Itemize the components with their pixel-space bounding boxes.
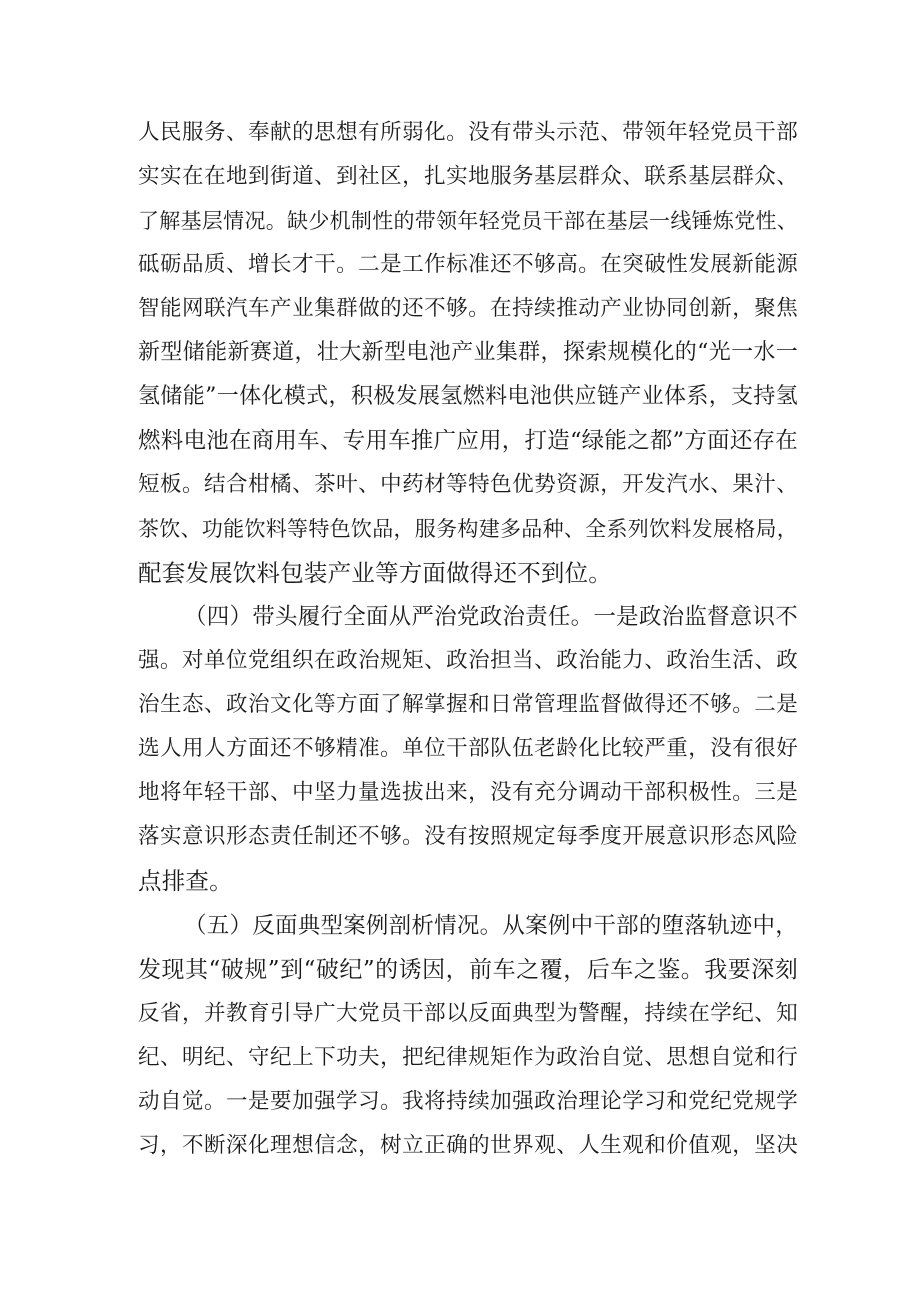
paragraph-line: 落实意识形态责任制还不够。没有按照规定每季度开展意识形态风险	[138, 824, 798, 849]
paragraph-line: 点排查。	[138, 867, 233, 895]
paragraph-line: 砥砺品质、增长才干。二是工作标准还不够高。在突破性发展新能源	[138, 252, 798, 277]
paragraph-line: 配套发展饮料包装产业等方面做得还不到位。	[138, 559, 612, 587]
paragraph-line: （五）反面典型案例剖析情况。从案例中干部的堕落轨迹中，	[184, 913, 798, 939]
paragraph-line: 茶饮、功能饮料等特色饮品，服务构建多品种、全系列饮料发展格局，	[138, 517, 798, 541]
paragraph-line: 动自觉。一是要加强学习。我将持续加强政治理论学习和党纪党规学	[138, 1089, 798, 1114]
paragraph-line: 人民服务、奉献的思想有所弱化。没有带头示范、带领年轻党员干部	[138, 120, 798, 145]
paragraph-line: 发现其“破规”到“破纪”的诱因，前车之覆，后车之鉴。我要深刻	[138, 957, 798, 983]
paragraph-line: 燃料电池在商用车、专用车推广应用，打造“绿能之都”方面还存在	[138, 428, 798, 454]
paragraph-line: 地将年轻干部、中坚力量选拔出来，没有充分调动干部积极性。三是	[138, 780, 798, 805]
paragraph-line: 纪、明纪、守纪上下功夫，把纪律规矩作为政治自觉、思想自觉和行	[138, 1045, 798, 1070]
paragraph-line: （四）带头履行全面从严治党政治责任。一是政治监督意识不	[184, 604, 798, 630]
paragraph-line: 强。对单位党组织在政治规矩、政治担当、政治能力、政治生活、政	[138, 648, 798, 673]
paragraph-line: 智能网联汽车产业集群做的还不够。在持续推动产业协同创新，聚焦	[138, 296, 798, 321]
paragraph-line: 了解基层情况。缺少机制性的带领年轻党员干部在基层一线锤炼党性、	[138, 209, 798, 233]
paragraph-line: 新型储能新赛道，壮大新型电池产业集群，探索规模化的“光一水一	[138, 340, 798, 365]
paragraph-line: 实实在在地到街道、到社区，扎实地服务基层群众、联系基层群众、	[138, 164, 798, 189]
paragraph-line: 习，不断深化理想信念，树立正确的世界观、人生观和价值观，坚决	[138, 1133, 798, 1158]
paragraph-line: 选人用人方面还不够精准。单位干部队伍老龄化比较严重，没有很好	[138, 736, 798, 761]
paragraph-line: 短板。结合柑橘、茶叶、中药材等特色优势资源，开发汽水、果汁、	[138, 472, 798, 497]
paragraph-line: 氢储能”一体化模式，积极发展氢燃料电池供应链产业体系，支持氢	[138, 384, 798, 409]
paragraph-line: 反省，并教育引导广大党员干部以反面典型为警醒，持续在学纪、知	[138, 1001, 798, 1026]
paragraph-line: 治生态、政治文化等方面了解掌握和日常管理监督做得还不够。二是	[138, 692, 798, 717]
